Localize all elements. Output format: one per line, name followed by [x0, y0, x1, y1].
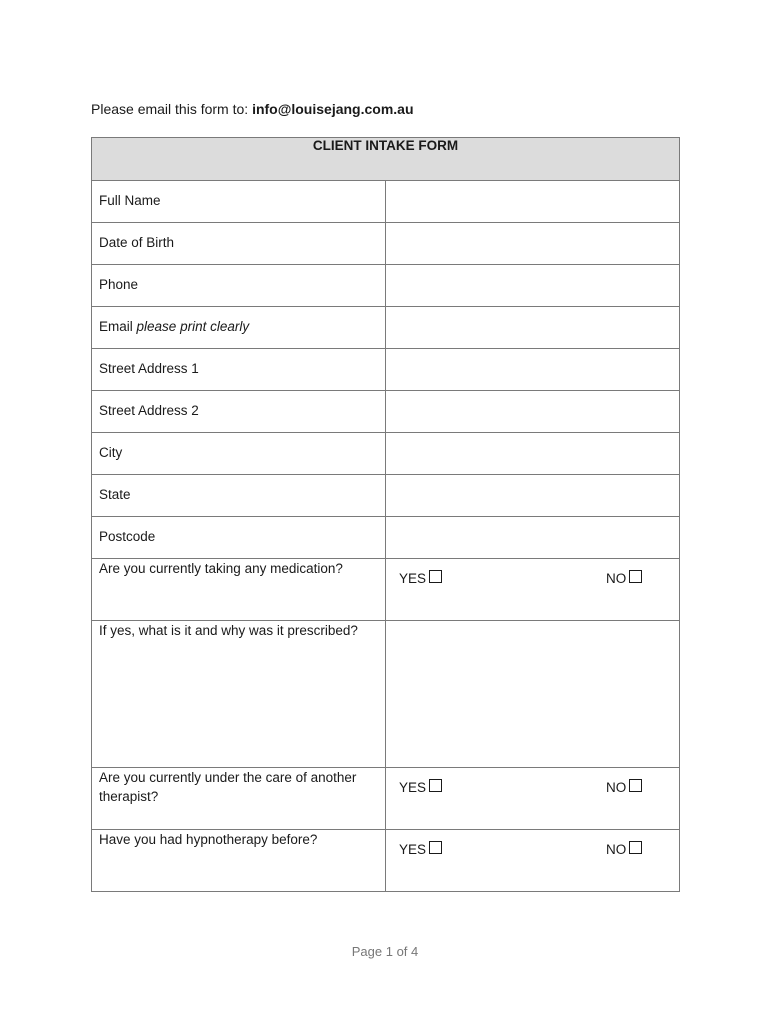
field-label-phone: Phone: [92, 265, 386, 307]
street-address-2-field[interactable]: [386, 391, 680, 433]
medication-answer: [386, 559, 680, 621]
field-label-street-address-1: Street Address 1: [92, 349, 386, 391]
medication-yes-option[interactable]: [399, 569, 442, 588]
date-of-birth-field[interactable]: [386, 223, 680, 265]
yes-label: YES: [399, 571, 427, 586]
question-hypnotherapy: Have you had hypnotherapy before?: [92, 830, 386, 892]
full-name-field[interactable]: [386, 181, 680, 223]
question-medication: Are you currently taking any medication?: [92, 559, 386, 621]
field-label-postcode: Postcode: [92, 517, 386, 559]
email-instruction: [91, 101, 414, 117]
no-label: NO: [606, 780, 627, 795]
email-field[interactable]: [386, 307, 680, 349]
state-field[interactable]: [386, 475, 680, 517]
email-instruction-text: Please email this form to:: [91, 101, 253, 117]
question-medication-detail: If yes, what is it and why was it prescribed?: [92, 621, 386, 768]
no-label: NO: [606, 571, 627, 586]
field-label-street-address-2: Street Address 2: [92, 391, 386, 433]
therapist-answer: [386, 768, 680, 830]
yes-label: YES: [399, 842, 427, 857]
street-address-1-field[interactable]: [386, 349, 680, 391]
phone-field[interactable]: [386, 265, 680, 307]
field-label-email: [92, 307, 386, 349]
form-title: CLIENT INTAKE FORM: [92, 138, 680, 181]
therapist-no-option[interactable]: [606, 778, 642, 797]
field-label-date-of-birth: Date of Birth: [92, 223, 386, 265]
field-label-full-name: Full Name: [92, 181, 386, 223]
field-label-state: State: [92, 475, 386, 517]
yes-label: YES: [399, 780, 427, 795]
no-checkbox[interactable]: [629, 779, 642, 792]
yes-checkbox[interactable]: [429, 570, 442, 583]
hypnotherapy-no-option[interactable]: [606, 840, 642, 859]
medication-detail-field[interactable]: [386, 621, 680, 768]
client-intake-form: [91, 137, 680, 892]
therapist-yes-option[interactable]: [399, 778, 442, 797]
yes-checkbox[interactable]: [429, 779, 442, 792]
medication-no-option[interactable]: [606, 569, 642, 588]
postcode-field[interactable]: [386, 517, 680, 559]
no-label: NO: [606, 842, 627, 857]
page-number: Page 1 of 4: [351, 944, 419, 959]
no-checkbox[interactable]: [629, 841, 642, 854]
email-note: please print clearly: [136, 319, 250, 334]
hypnotherapy-yes-option[interactable]: [399, 840, 442, 859]
email-address-link[interactable]: info@louisejang.com.au: [252, 101, 414, 117]
city-field[interactable]: [386, 433, 680, 475]
question-therapist: Are you currently under the care of another therapist?: [92, 768, 386, 830]
hypnotherapy-answer: [386, 830, 680, 892]
no-checkbox[interactable]: [629, 570, 642, 583]
field-label-city: City: [92, 433, 386, 475]
yes-checkbox[interactable]: [429, 841, 442, 854]
email-label-text: Email: [99, 319, 133, 334]
